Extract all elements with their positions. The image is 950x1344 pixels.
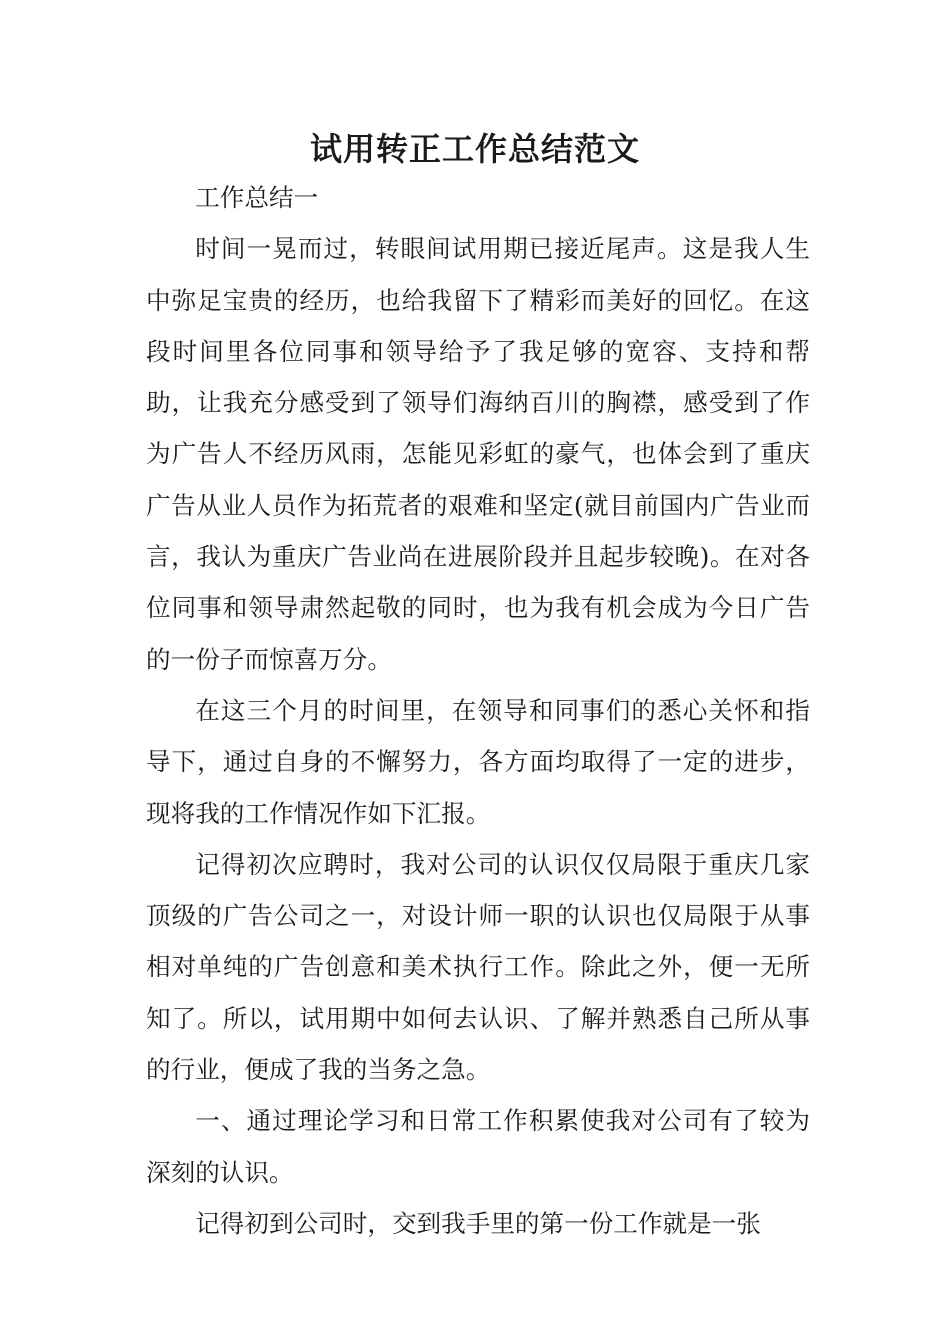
paragraph: 记得初次应聘时，我对公司的认识仅仅局限于重庆几家顶级的广告公司之一，对设计师一职的认识也仅局限于从事相对单纯的广告创意和美术执行工作。除此之外，便一无所知了。所以，试用期中如何去认识、了解并熟悉自己所从事的行业，便成了我的当务之急。	[146, 849, 810, 1085]
paragraph: 时间一晃而过，转眼间试用期已接近尾声。这是我人生中弥足宝贵的经历，也给我留下了精彩而美好的回忆。在这段时间里各位同事和领导给予了我足够的宽容、支持和帮助，让我充分感受到了领导们海纳百川的胸襟，感受到了作为广告人不经历风雨，怎能见彩虹的豪气，也体会到了重庆广告从业人员作为拓荒者的艰难和坚定(就目前国内广告业而言，我认为重庆广告业尚在进展阶段并且起步较晚)。在对各位同事和领导肃然起敬的同时，也为我有机会成为今日广告的一份子而惊喜万分。	[146, 234, 810, 674]
paragraph: 一、通过理论学习和日常工作积累使我对公司有了较为深刻的认识。	[146, 1106, 810, 1187]
paragraph: 记得初到公司时，交到我手里的第一份工作就是一张	[195, 1208, 761, 1238]
document-body	[146, 172, 810, 1249]
section-heading: 工作总结一	[195, 183, 319, 212]
paragraph: 在这三个月的时间里，在领导和同事们的悉心关怀和指导下，通过自身的不懈努力，各方面均取得了一定的进步，现将我的工作情况作如下汇报。	[146, 695, 810, 828]
document-title: 试用转正工作总结范文	[309, 130, 640, 168]
